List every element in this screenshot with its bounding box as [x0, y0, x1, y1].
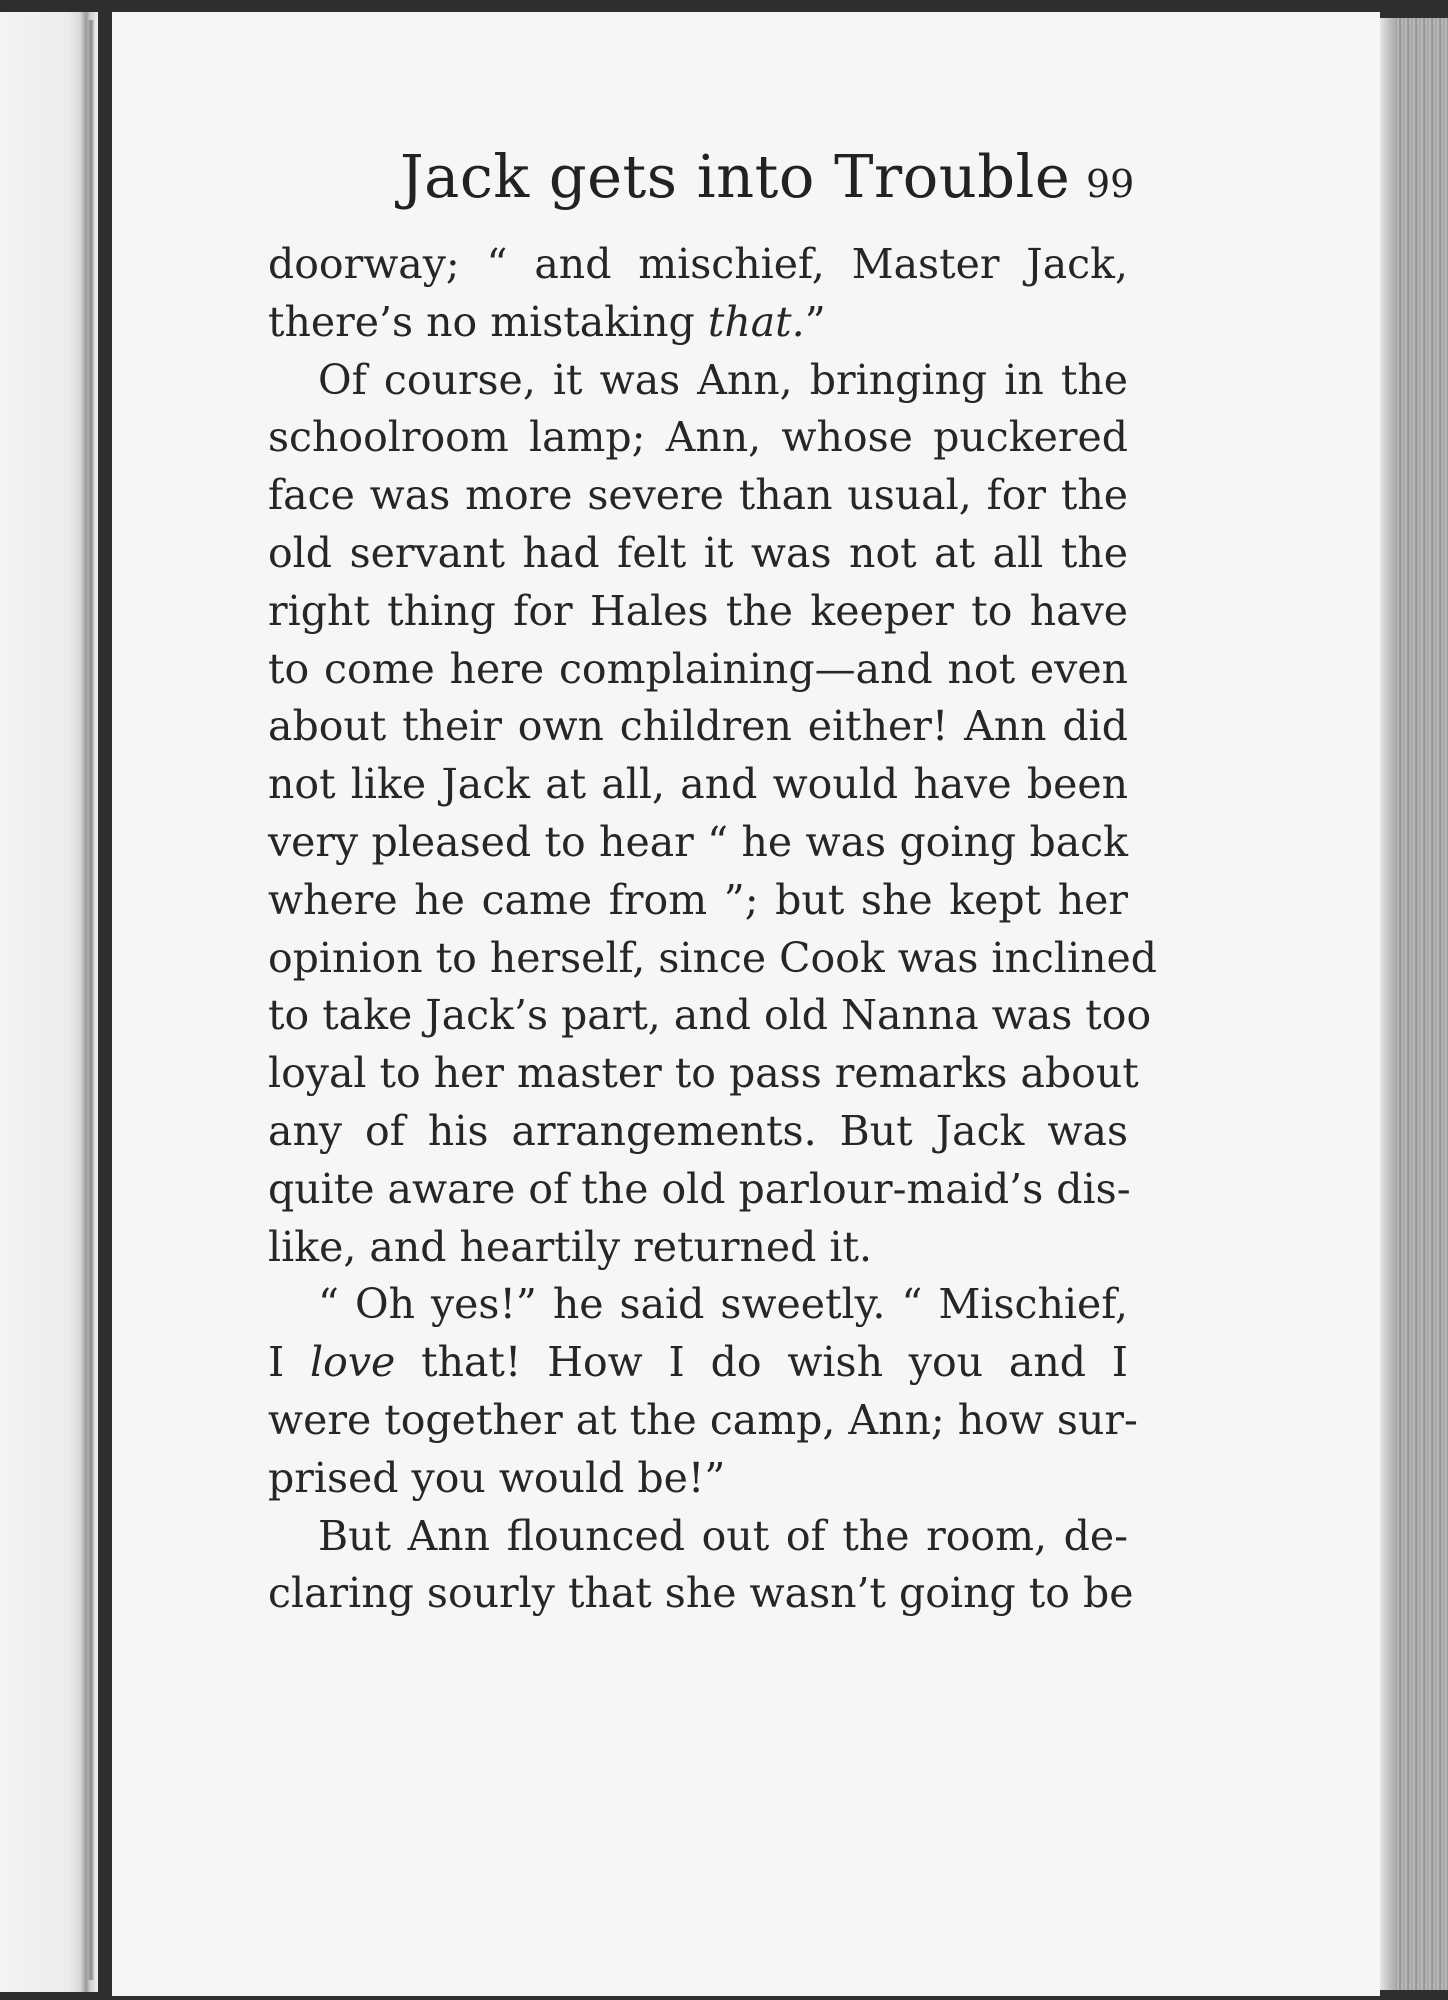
text-line: “ Oh yes!” he said sweetly. “ Mischief,: [318, 1280, 1128, 1329]
text-line: were together at the camp, Ann; how sur-: [268, 1395, 1138, 1444]
running-head: Jack gets into Trouble: [400, 142, 1071, 211]
text-line: claring sourly that she wasn’t going to be: [268, 1569, 1134, 1618]
text-line: to come here complaining—and not even: [268, 644, 1128, 693]
text-span: there’s no mistaking: [268, 297, 708, 346]
text-line: to take Jack’s part, and old Nanna was too: [268, 991, 1152, 1040]
text-line: right thing for Hales the keeper to have: [268, 586, 1128, 635]
text-line: loyal to her master to pass remarks about: [268, 1049, 1139, 1098]
text-line: opinion to herself, since Cook was inclined: [268, 933, 1158, 982]
binding-gutter: [88, 20, 94, 1980]
italic-word: that.: [707, 297, 805, 346]
text-line: prised you would be!”: [268, 1453, 726, 1502]
text-line: very pleased to hear “ he was going back: [268, 817, 1128, 866]
text-span: I: [268, 1338, 311, 1387]
text-line: old servant had felt it was not at all the: [268, 528, 1128, 577]
closing-quote: ”: [804, 297, 826, 346]
text-line: quite aware of the old parlour-maid’s dis-: [268, 1164, 1131, 1213]
previous-page-edge: [0, 12, 98, 1992]
body-text: [268, 236, 1158, 1623]
text-line: But Ann flounced out of the room, de-: [318, 1511, 1128, 1560]
text-line: schoolroom lamp; Ann, whose puckered: [268, 413, 1128, 462]
text-line: not like Jack at all, and would have been: [268, 760, 1128, 809]
italic-word: love: [310, 1338, 396, 1387]
text-line: Of course, it was Ann, bringing in the: [318, 355, 1128, 404]
text-line: [268, 1334, 1128, 1392]
text-line: doorway; “ and mischief, Master Jack,: [268, 240, 1128, 288]
page-number: 99: [1086, 162, 1135, 206]
text-span: that! How I do wish you and I: [395, 1338, 1128, 1387]
text-line: where he came from ”; but she kept her: [268, 875, 1128, 924]
text-line: about their own children either! Ann did: [268, 702, 1128, 751]
text-line: face was more severe than usual, for the: [268, 471, 1128, 520]
text-line: like, and heartily returned it.: [268, 1222, 873, 1271]
page-stack-shadow: [1380, 18, 1394, 1990]
text-line: any of his arrangements. But Jack was: [268, 1106, 1128, 1155]
text-line: [268, 294, 1128, 352]
